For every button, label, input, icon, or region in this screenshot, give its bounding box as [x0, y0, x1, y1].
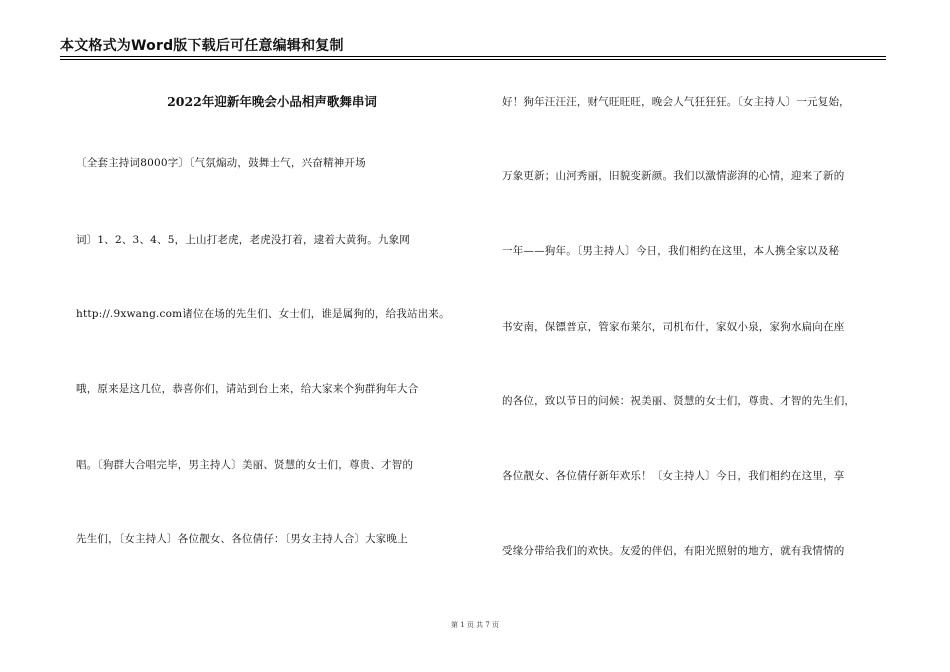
text-line: 各位靓女、各位倩仔新年欢乐！〔女主持人〕今日，我们相约在这里，享 — [502, 470, 845, 482]
text-line: 唱。〔狗群大合唱完毕，男主持人〕美丽、贤慧的女士们，尊贵、才智的 — [76, 459, 414, 471]
text-line: 〔全套主持词8000字〕〔气氛煽动，鼓舞士气，兴奋精神开场 — [76, 157, 366, 169]
text-line: http://.9xwang.com诸位在场的先生们、女士们，谁是属狗的，给我站出来。 — [76, 308, 450, 320]
text-line: 词〕1、2、3、4、5，上山打老虎，老虎没打着，逮着大黄狗。九象网 — [76, 234, 411, 246]
text-line: 受缘分带给我们的欢快。友爱的伴侣，有阳光照射的地方，就有我情情的 — [502, 545, 845, 557]
text-line: 的各位，致以节日的问候：祝美丽、贤慧的女士们，尊贵、才智的先生们， — [502, 395, 856, 407]
text-line: 万象更新；山河秀丽，旧貌变新颜。我们以激情澎湃的心情，迎来了新的 — [502, 170, 845, 182]
document-title: 2022年迎新年晚会小品相声歌舞串词 — [167, 94, 377, 109]
text-line: 书安南，保镖普京，管家布莱尔，司机布什，家奴小泉，家狗水扁向在座 — [502, 321, 845, 333]
text-line: 一年——狗年。〔男主持人〕今日，我们相约在这里，本人携全家以及秘 — [502, 245, 840, 257]
page-header — [60, 35, 886, 55]
header-rule-secondary — [60, 59, 886, 60]
page-number: 第 1 页 共 7 页 — [450, 621, 500, 629]
text-line: 好！狗年汪汪汪，财气旺旺旺，晚会人气狂狂狂。〔女主持人〕一元复始， — [502, 96, 850, 108]
header-title: 本文格式为Word版下载后可任意编辑和复制 — [60, 38, 344, 54]
header-rule — [60, 56, 886, 57]
text-line: 哦，原来是这几位，恭喜你们，请站到台上来，给大家来个狗群狗年大合 — [76, 383, 419, 395]
text-line: 先生们，〔女主持人〕各位靓女、各位倩仔：〔男女主持人合〕大家晚上 — [76, 533, 408, 545]
